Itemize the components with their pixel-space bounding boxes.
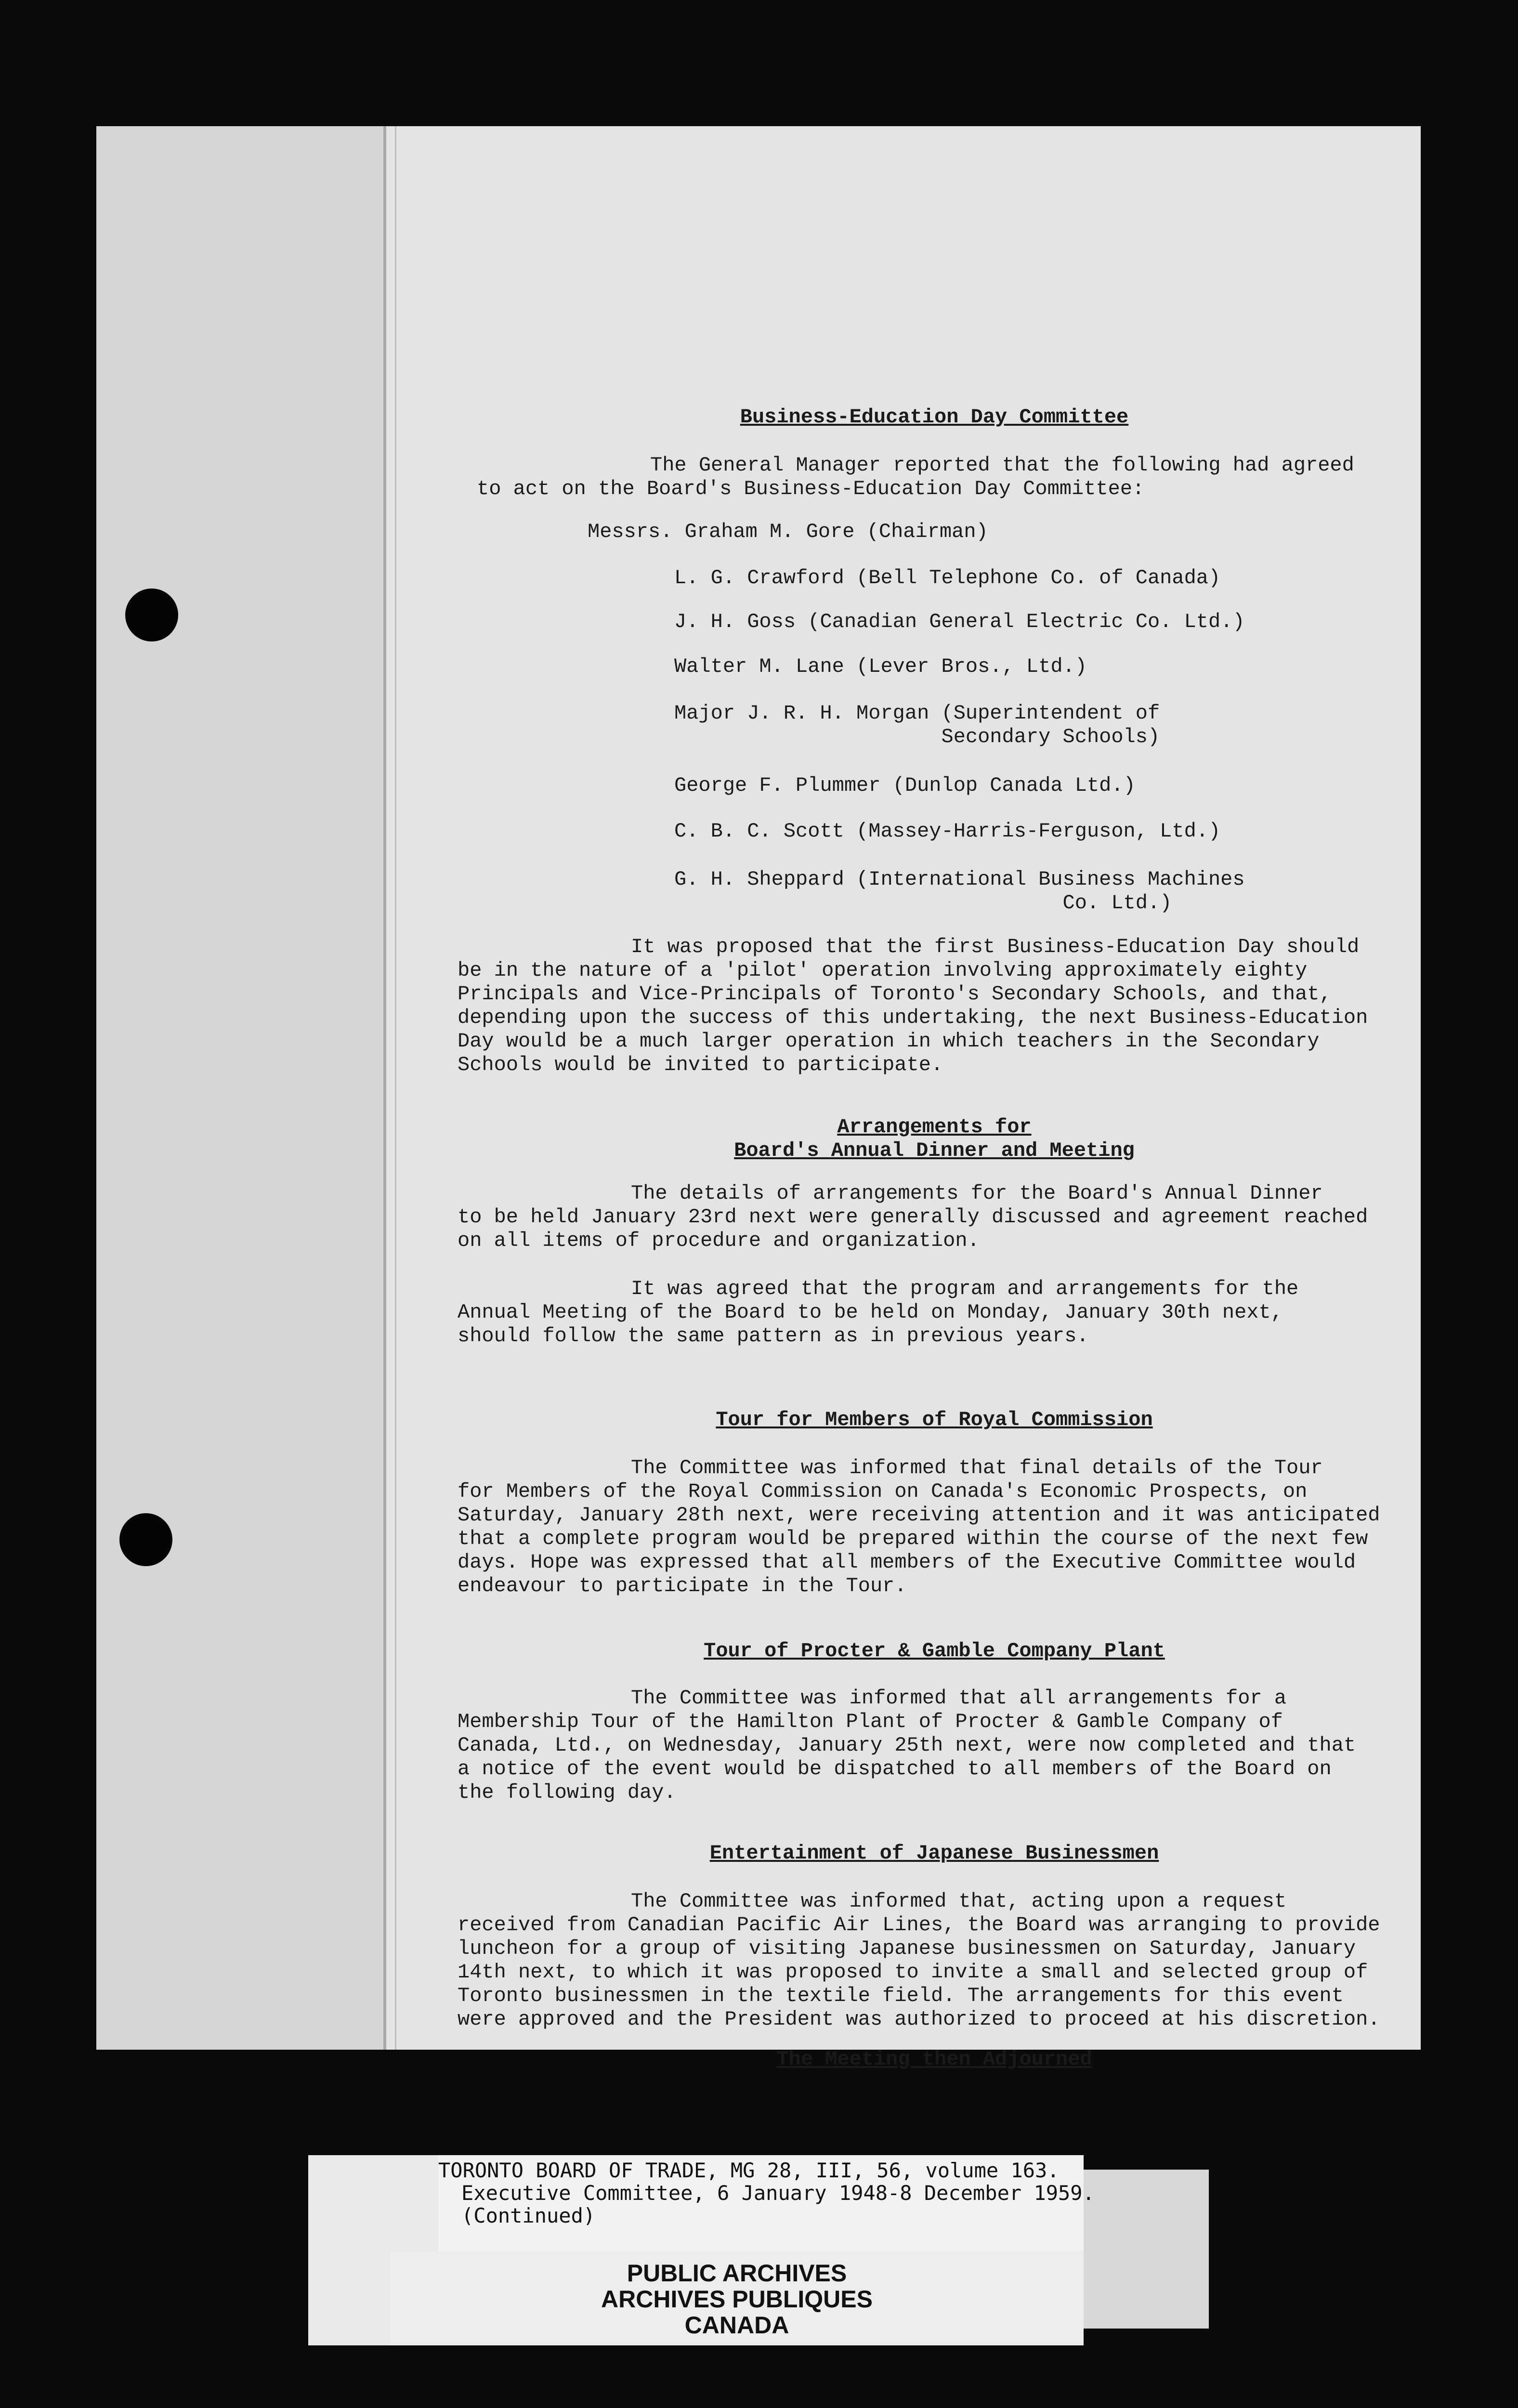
- archive-reference: [438, 2155, 1095, 2263]
- punch-hole-top: [125, 589, 178, 641]
- archive-line-3: (Continued): [461, 2204, 596, 2227]
- archive-stamp-area: [390, 2251, 1084, 2345]
- paragraph-procter-gamble-tour: The Committee was informed that all arrangements for a Membership Tour of the Hamilton Plant of Procter & Gamble Company of Canada, Ltd., on Wednesday, January 25th next, were now completed and that a notice of the event would be dispatched to all members of the Board on the following day.: [458, 1687, 1356, 1804]
- left-margin-strip: [96, 126, 385, 2050]
- stamp-line-1: PUBLIC ARCHIVES: [627, 2260, 847, 2287]
- heading-royal-commission-tour: Tour for Members of Royal Commission: [716, 1408, 1153, 1431]
- heading-business-education-day: Business-Education Day Committee: [740, 406, 1129, 429]
- member-gore: Messrs. Graham M. Gore (Chairman): [588, 520, 988, 543]
- paragraph-annual-meeting: It was agreed that the program and arrangements for the Annual Meeting of the Board to be held on Monday, January 30th next, should follow the same pattern as in previous years.: [458, 1277, 1299, 1348]
- member-crawford: L. G. Crawford (Bell Telephone Co. of Canada): [674, 566, 1221, 589]
- member-sheppard: G. H. Sheppard (International Business Machines Co. Ltd.): [674, 868, 1245, 915]
- heading-arrangements-line1: Arrangements for: [837, 1115, 1032, 1139]
- paragraph-royal-commission-tour: The Committee was informed that final details of the Tour for Members of the Royal Commission on Canada's Economic Prospects, on Saturday, January 28th next, were receiving attention and it was anticipated that a complete program would be prepared within the course of the next few days. Hope was expressed that all members of the Executive Committee would endeavour to participate in the Tour.: [458, 1456, 1380, 1597]
- paragraph-bed-intro: The General Manager reported that the following had agreed to act on the Board's Business-Education Day Committee:: [477, 454, 1354, 500]
- archive-stamp: [390, 2260, 1084, 2338]
- document-page: [96, 126, 1421, 2071]
- archive-line-1: TORONTO BOARD OF TRADE, MG 28, III, 56, volume 163.: [438, 2159, 1060, 2182]
- paragraph-dinner: The details of arrangements for the Board's Annual Dinner to be held January 23rd next were generally discussed and agreement reached on all items of procedure and organization.: [458, 1182, 1368, 1252]
- member-lane: Walter M. Lane (Lever Bros., Ltd.): [674, 655, 1087, 678]
- stamp-line-3: CANADA: [684, 2312, 789, 2339]
- closing-adjourned: The Meeting then Adjourned: [776, 2048, 1092, 2071]
- margin-rule-secondary: [395, 126, 396, 2050]
- paragraph-bed-proposal: It was proposed that the first Business-Education Day should be in the nature of a 'pilot' operation involving approximately eighty Principals and Vice-Principals of Toronto's Secondary Schools, and that, depending upon the success of this undertaking, the next Business-Education Day would be a much larger operation in which teachers in the Secondary Schools would be invited to participate.: [458, 935, 1368, 1076]
- paragraph-japanese-businessmen: The Committee was informed that, acting upon a request received from Canadian Pacific Air Lines, the Board was arranging to provide luncheon for a group of visiting Japanese businessmen on Saturday, January 14th next, to which it was proposed to invite a small and selected group of Toronto businessmen in the textile field. The arrangements for this event were approved and the President was authorized to proceed at his discretion.: [458, 1890, 1380, 2031]
- stamp-line-2: ARCHIVES PUBLIQUES: [601, 2286, 873, 2313]
- heading-arrangements-line2: Board's Annual Dinner and Meeting: [734, 1139, 1135, 1162]
- archive-tag-tab: [1079, 2170, 1209, 2329]
- member-goss: J. H. Goss (Canadian General Electric Co. Ltd.): [674, 610, 1245, 633]
- archive-tag: [308, 2155, 1095, 2345]
- heading-japanese-businessmen: Entertainment of Japanese Businessmen: [709, 1842, 1159, 1865]
- member-scott: C. B. C. Scott (Massey-Harris-Ferguson, Ltd.): [674, 820, 1221, 843]
- archive-line-2: Executive Committee, 6 January 1948-8 December 1959.: [461, 2181, 1095, 2205]
- member-plummer: George F. Plummer (Dunlop Canada Ltd.): [674, 774, 1136, 797]
- member-morgan: Major J. R. H. Morgan (Superintendent of Secondary Schools): [674, 702, 1160, 748]
- punch-hole-bottom: [119, 1513, 172, 1566]
- heading-procter-gamble-tour: Tour of Procter & Gamble Company Plant: [704, 1639, 1165, 1662]
- margin-rule: [383, 126, 386, 2050]
